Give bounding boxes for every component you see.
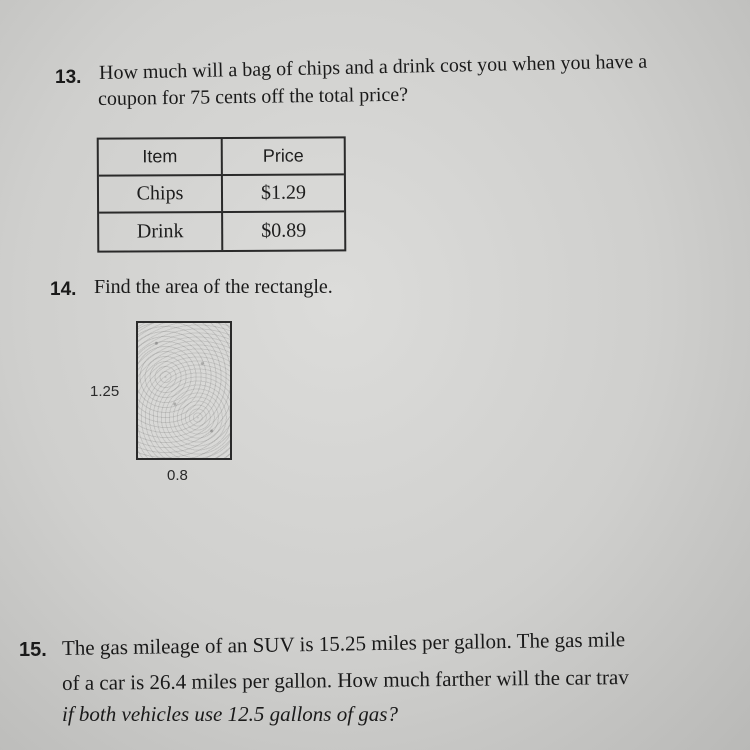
price-table xyxy=(97,136,347,252)
question-15-text-line-2: of a car is 26.4 miles per gallon. How much farther will the car trav xyxy=(61,665,629,695)
table-cell-price: $1.29 xyxy=(260,181,307,204)
question-14-text: Find the area of the rectangle. xyxy=(94,276,333,298)
table-row xyxy=(99,175,344,213)
rectangle-figure xyxy=(136,321,232,460)
question-14-number: 14. xyxy=(50,279,77,300)
rectangle-width-label: 0.8 xyxy=(167,467,188,484)
table-cell-item: Drink xyxy=(99,213,223,251)
question-15-number: 15. xyxy=(19,639,47,661)
question-13-number: 13. xyxy=(55,67,82,88)
table-cell-item: Chips xyxy=(99,176,223,212)
table-header-row xyxy=(99,138,344,176)
table-cell-price: $0.89 xyxy=(261,219,307,242)
table-row xyxy=(99,212,344,250)
question-15-text-line-1: The gas mileage of an SUV is 15.25 miles per gallon. The gas mile xyxy=(61,627,626,660)
question-13-text-line-1: How much will a bag of chips and a drink cost you when you have a xyxy=(98,50,648,84)
table-header-price: Price xyxy=(262,145,304,166)
rectangle-height-label: 1.25 xyxy=(90,383,120,400)
question-13-text-line-2: coupon for 75 cents off the total price? xyxy=(97,83,409,110)
table-header-item: Item xyxy=(99,139,223,175)
question-15-text-line-3: if both vehicles use 12.5 gallons of gas? xyxy=(62,702,398,726)
